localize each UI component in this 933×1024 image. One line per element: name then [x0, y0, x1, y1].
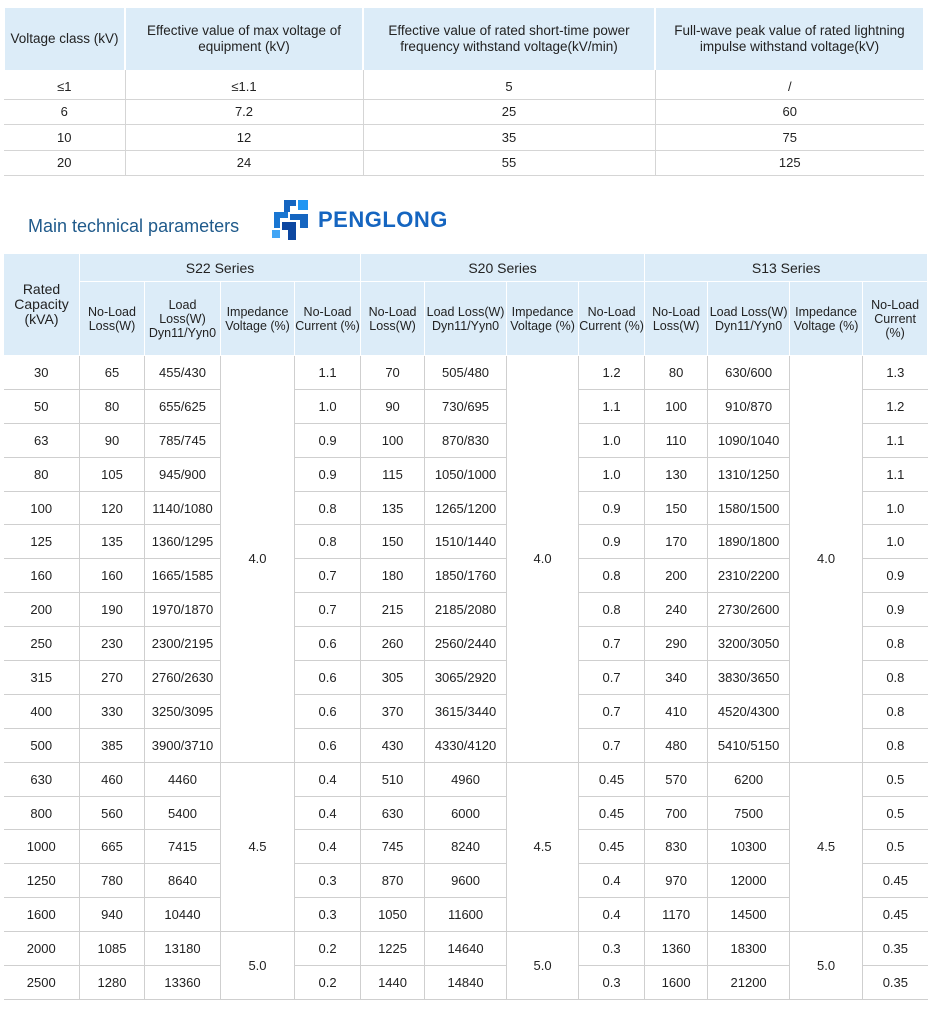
s20-no-load-loss-cell: 1440 [361, 966, 425, 1000]
technical-parameters-table [3, 253, 928, 1000]
s20-current-cell: 0.4 [579, 898, 645, 932]
s13-no-load-loss-cell: 340 [645, 661, 708, 695]
table-cell: ≤1 [4, 70, 125, 99]
s22-current-cell: 0.9 [295, 457, 361, 491]
s13-no-load-loss-cell: 150 [645, 491, 708, 525]
s20-load-loss-cell: 14840 [425, 966, 507, 1000]
s13-current-cell: 1.1 [863, 423, 928, 457]
capacity-cell: 160 [4, 559, 80, 593]
s22-no-load-loss-cell: 560 [80, 796, 145, 830]
s13-load-loss-cell: 10300 [708, 830, 790, 864]
s13-no-load-loss-cell: 830 [645, 830, 708, 864]
s22-no-load-loss-cell: 665 [80, 830, 145, 864]
s20-load-loss-cell: 730/695 [425, 389, 507, 423]
s13-current-cell: 0.5 [863, 762, 928, 796]
s20-current-cell: 0.45 [579, 830, 645, 864]
s22-no-load-loss-cell: 940 [80, 898, 145, 932]
s13-current-cell: 0.45 [863, 864, 928, 898]
s13-impedance-cell: 5.0 [790, 932, 863, 1000]
capacity-cell: 1000 [4, 830, 80, 864]
s22-current-cell: 0.3 [295, 864, 361, 898]
s20-current-cell: 0.7 [579, 694, 645, 728]
s20-load-loss-cell: 6000 [425, 796, 507, 830]
s22-no-load-loss-cell: 780 [80, 864, 145, 898]
s20-load-loss-cell: 8240 [425, 830, 507, 864]
s20-current-cell: 1.0 [579, 457, 645, 491]
capacity-cell: 2500 [4, 966, 80, 1000]
section-title: Main technical parameters [28, 216, 240, 236]
s20-impedance-cell: 5.0 [507, 932, 579, 1000]
s13-no-load-loss-cell: 290 [645, 627, 708, 661]
s13-load-loss-header: Load Loss(W) Dyn11/Yyn0 [708, 282, 790, 356]
s20-no-load-loss-cell: 260 [361, 627, 425, 661]
voltage-table-body [4, 70, 924, 176]
logo-text: PENGLONG [318, 207, 448, 232]
s22-load-loss-header: Load Loss(W) Dyn11/Yyn0 [145, 282, 221, 356]
table-row [4, 966, 928, 1000]
s20-no-load-loss-cell: 1050 [361, 898, 425, 932]
s13-current-cell: 0.8 [863, 728, 928, 762]
s20-no-load-loss-cell: 150 [361, 525, 425, 559]
s22-current-cell: 0.7 [295, 593, 361, 627]
s13-load-loss-cell: 3830/3650 [708, 661, 790, 695]
s13-current-cell: 0.8 [863, 627, 928, 661]
s20-no-load-loss-cell: 370 [361, 694, 425, 728]
s20-no-load-loss-cell: 100 [361, 423, 425, 457]
s22-current-cell: 0.2 [295, 966, 361, 1000]
s13-no-load-loss-cell: 970 [645, 864, 708, 898]
s13-no-load-loss-cell: 80 [645, 356, 708, 390]
s13-current-cell: 0.8 [863, 694, 928, 728]
s22-no-load-loss-header: No-Load Loss(W) [80, 282, 145, 356]
capacity-cell: 1250 [4, 864, 80, 898]
table-row [4, 898, 928, 932]
s13-no-load-loss-cell: 700 [645, 796, 708, 830]
s20-impedance-cell: 4.5 [507, 762, 579, 931]
s22-load-loss-cell: 1970/1870 [145, 593, 221, 627]
s22-no-load-loss-cell: 1280 [80, 966, 145, 1000]
s20-load-loss-cell: 4330/4120 [425, 728, 507, 762]
s13-load-loss-cell: 5410/5150 [708, 728, 790, 762]
s22-impedance-cell: 4.0 [221, 356, 295, 763]
s13-current-cell: 1.0 [863, 525, 928, 559]
s22-no-load-loss-cell: 105 [80, 457, 145, 491]
s22-no-load-loss-cell: 160 [80, 559, 145, 593]
capacity-cell: 500 [4, 728, 80, 762]
s20-current-cell: 1.1 [579, 389, 645, 423]
series-header-s13: S13 Series [645, 254, 928, 282]
s22-load-loss-cell: 945/900 [145, 457, 221, 491]
s22-current-cell: 0.9 [295, 423, 361, 457]
s13-load-loss-cell: 21200 [708, 966, 790, 1000]
s13-impedance-cell: 4.0 [790, 356, 863, 763]
s22-load-loss-cell: 455/430 [145, 356, 221, 390]
s22-no-load-loss-cell: 330 [80, 694, 145, 728]
s22-load-loss-cell: 8640 [145, 864, 221, 898]
series-header-s20: S20 Series [361, 254, 645, 282]
s13-no-load-loss-cell: 1600 [645, 966, 708, 1000]
s13-current-cell: 1.2 [863, 389, 928, 423]
s22-no-load-loss-cell: 90 [80, 423, 145, 457]
s22-current-cell: 0.8 [295, 525, 361, 559]
s13-no-load-loss-header: No-Load Loss(W) [645, 282, 708, 356]
s20-load-loss-cell: 1510/1440 [425, 525, 507, 559]
s13-no-load-loss-cell: 410 [645, 694, 708, 728]
s20-current-cell: 0.9 [579, 491, 645, 525]
s20-no-load-loss-cell: 180 [361, 559, 425, 593]
table-cell: 75 [655, 125, 924, 151]
s22-no-load-loss-cell: 385 [80, 728, 145, 762]
s20-load-loss-cell: 3065/2920 [425, 661, 507, 695]
s20-load-loss-cell: 2185/2080 [425, 593, 507, 627]
s20-current-cell: 0.3 [579, 932, 645, 966]
capacity-cell: 800 [4, 796, 80, 830]
s22-load-loss-cell: 2300/2195 [145, 627, 221, 661]
s20-current-cell: 1.0 [579, 423, 645, 457]
technical-parameters-body [4, 356, 928, 1000]
voltage-header-class: Voltage class (kV) [4, 8, 125, 70]
s22-impedance-cell: 5.0 [221, 932, 295, 1000]
s20-current-cell: 0.45 [579, 762, 645, 796]
s22-current-cell: 0.8 [295, 491, 361, 525]
s22-no-load-loss-cell: 135 [80, 525, 145, 559]
s13-load-loss-cell: 1090/1040 [708, 423, 790, 457]
table-row [4, 525, 928, 559]
capacity-cell: 125 [4, 525, 80, 559]
s13-load-loss-cell: 1890/1800 [708, 525, 790, 559]
voltage-table-header-row [4, 8, 924, 70]
capacity-cell: 250 [4, 627, 80, 661]
table-cell: / [655, 70, 924, 99]
s13-current-cell: 0.9 [863, 559, 928, 593]
s13-current-cell: 0.9 [863, 593, 928, 627]
table-row [4, 356, 928, 390]
s13-load-loss-cell: 14500 [708, 898, 790, 932]
s20-load-loss-cell: 505/480 [425, 356, 507, 390]
capacity-cell: 63 [4, 423, 80, 457]
table-cell: 20 [4, 150, 125, 176]
capacity-cell: 1600 [4, 898, 80, 932]
s13-load-loss-cell: 18300 [708, 932, 790, 966]
table-row [4, 661, 928, 695]
table-cell: 60 [655, 99, 924, 125]
s20-current-cell: 0.8 [579, 559, 645, 593]
s22-load-loss-cell: 1360/1295 [145, 525, 221, 559]
s13-no-load-loss-cell: 110 [645, 423, 708, 457]
s13-current-cell: 0.45 [863, 898, 928, 932]
capacity-cell: 315 [4, 661, 80, 695]
s13-no-load-loss-cell: 200 [645, 559, 708, 593]
s22-load-loss-cell: 10440 [145, 898, 221, 932]
s13-load-loss-cell: 2310/2200 [708, 559, 790, 593]
table-row [4, 423, 928, 457]
s13-current-cell: 0.8 [863, 661, 928, 695]
s20-impedance-header: Impedance Voltage (%) [507, 282, 579, 356]
s20-no-load-loss-cell: 215 [361, 593, 425, 627]
penglong-logo-icon [270, 198, 310, 242]
s13-current-header: No-Load Current (%) [863, 282, 928, 356]
s13-load-loss-cell: 1310/1250 [708, 457, 790, 491]
s22-current-cell: 0.7 [295, 559, 361, 593]
s20-load-loss-cell: 1850/1760 [425, 559, 507, 593]
s20-no-load-loss-cell: 510 [361, 762, 425, 796]
series-header-s22: S22 Series [80, 254, 361, 282]
s13-no-load-loss-cell: 100 [645, 389, 708, 423]
capacity-cell: 200 [4, 593, 80, 627]
s20-load-loss-cell: 3615/3440 [425, 694, 507, 728]
s22-current-cell: 0.6 [295, 627, 361, 661]
table-row [4, 150, 924, 176]
table-row [4, 762, 928, 796]
capacity-cell: 2000 [4, 932, 80, 966]
s20-load-loss-cell: 870/830 [425, 423, 507, 457]
s13-load-loss-cell: 2730/2600 [708, 593, 790, 627]
s20-current-cell: 0.9 [579, 525, 645, 559]
voltage-header-max: Effective value of max voltage of equipment (kV) [125, 8, 363, 70]
s22-impedance-header: Impedance Voltage (%) [221, 282, 295, 356]
s13-impedance-header: Impedance Voltage (%) [790, 282, 863, 356]
s20-no-load-loss-cell: 135 [361, 491, 425, 525]
s20-no-load-loss-header: No-Load Loss(W) [361, 282, 425, 356]
table-row [4, 593, 928, 627]
s22-no-load-loss-cell: 460 [80, 762, 145, 796]
table-cell: 125 [655, 150, 924, 176]
table-row [4, 932, 928, 966]
s13-load-loss-cell: 4520/4300 [708, 694, 790, 728]
s20-no-load-loss-cell: 870 [361, 864, 425, 898]
table-row [4, 457, 928, 491]
s13-no-load-loss-cell: 1170 [645, 898, 708, 932]
s13-current-cell: 0.5 [863, 830, 928, 864]
s22-current-cell: 0.4 [295, 762, 361, 796]
s20-no-load-loss-cell: 745 [361, 830, 425, 864]
s22-load-loss-cell: 3250/3095 [145, 694, 221, 728]
s13-load-loss-cell: 910/870 [708, 389, 790, 423]
table-row [4, 99, 924, 125]
s13-no-load-loss-cell: 570 [645, 762, 708, 796]
table-row [4, 627, 928, 661]
penglong-logo [270, 198, 448, 242]
table-row [4, 728, 928, 762]
table-cell: 35 [363, 125, 655, 151]
s20-no-load-loss-cell: 70 [361, 356, 425, 390]
s22-current-cell: 0.2 [295, 932, 361, 966]
s22-no-load-loss-cell: 270 [80, 661, 145, 695]
s20-load-loss-cell: 14640 [425, 932, 507, 966]
s20-current-cell: 0.45 [579, 796, 645, 830]
s13-current-cell: 0.35 [863, 966, 928, 1000]
s22-load-loss-cell: 13180 [145, 932, 221, 966]
table-cell: 24 [125, 150, 363, 176]
s13-load-loss-cell: 3200/3050 [708, 627, 790, 661]
s22-no-load-loss-cell: 230 [80, 627, 145, 661]
s20-no-load-loss-cell: 1225 [361, 932, 425, 966]
voltage-header-lightning: Full-wave peak value of rated lightning impulse withstand voltage(kV) [655, 8, 924, 70]
s22-current-cell: 1.1 [295, 356, 361, 390]
s20-no-load-loss-cell: 90 [361, 389, 425, 423]
s22-no-load-loss-cell: 190 [80, 593, 145, 627]
s20-load-loss-cell: 1265/1200 [425, 491, 507, 525]
s20-no-load-loss-cell: 305 [361, 661, 425, 695]
table-cell: 7.2 [125, 99, 363, 125]
rated-capacity-header: Rated Capacity (kVA) [4, 254, 80, 356]
s20-load-loss-cell: 4960 [425, 762, 507, 796]
s20-load-loss-cell: 2560/2440 [425, 627, 507, 661]
s20-current-header: No-Load Current (%) [579, 282, 645, 356]
s22-current-cell: 0.4 [295, 830, 361, 864]
s13-impedance-cell: 4.5 [790, 762, 863, 931]
s22-no-load-loss-cell: 65 [80, 356, 145, 390]
table-row [4, 864, 928, 898]
s20-impedance-cell: 4.0 [507, 356, 579, 763]
sub-header-row [4, 282, 928, 356]
s22-no-load-loss-cell: 120 [80, 491, 145, 525]
series-header-row [4, 254, 928, 282]
s20-current-cell: 0.4 [579, 864, 645, 898]
s22-load-loss-cell: 655/625 [145, 389, 221, 423]
s13-load-loss-cell: 7500 [708, 796, 790, 830]
table-cell: 55 [363, 150, 655, 176]
s22-current-cell: 0.6 [295, 661, 361, 695]
s13-current-cell: 0.35 [863, 932, 928, 966]
table-row [4, 70, 924, 99]
s20-no-load-loss-cell: 630 [361, 796, 425, 830]
s13-no-load-loss-cell: 130 [645, 457, 708, 491]
s20-current-cell: 1.2 [579, 356, 645, 390]
table-row [4, 694, 928, 728]
s22-current-cell: 1.0 [295, 389, 361, 423]
table-row [4, 125, 924, 151]
s22-current-cell: 0.3 [295, 898, 361, 932]
s22-load-loss-cell: 3900/3710 [145, 728, 221, 762]
s20-load-loss-cell: 1050/1000 [425, 457, 507, 491]
table-row [4, 491, 928, 525]
s20-load-loss-header: Load Loss(W) Dyn11/Yyn0 [425, 282, 507, 356]
s13-no-load-loss-cell: 240 [645, 593, 708, 627]
capacity-cell: 30 [4, 356, 80, 390]
s13-current-cell: 1.3 [863, 356, 928, 390]
table-row [4, 389, 928, 423]
capacity-cell: 630 [4, 762, 80, 796]
s13-load-loss-cell: 6200 [708, 762, 790, 796]
voltage-header-power-freq: Effective value of rated short-time power frequency withstand voltage(kV/min) [363, 8, 655, 70]
s20-current-cell: 0.7 [579, 661, 645, 695]
capacity-cell: 80 [4, 457, 80, 491]
s20-current-cell: 0.3 [579, 966, 645, 1000]
s22-load-loss-cell: 13360 [145, 966, 221, 1000]
table-cell: 5 [363, 70, 655, 99]
s22-load-loss-cell: 785/745 [145, 423, 221, 457]
s13-no-load-loss-cell: 170 [645, 525, 708, 559]
s22-current-cell: 0.4 [295, 796, 361, 830]
s13-no-load-loss-cell: 480 [645, 728, 708, 762]
s22-load-loss-cell: 5400 [145, 796, 221, 830]
s13-current-cell: 1.0 [863, 491, 928, 525]
capacity-cell: 50 [4, 389, 80, 423]
s22-load-loss-cell: 4460 [145, 762, 221, 796]
capacity-cell: 400 [4, 694, 80, 728]
table-row [4, 830, 928, 864]
s13-load-loss-cell: 630/600 [708, 356, 790, 390]
s13-no-load-loss-cell: 1360 [645, 932, 708, 966]
s13-current-cell: 1.1 [863, 457, 928, 491]
s20-load-loss-cell: 9600 [425, 864, 507, 898]
s22-load-loss-cell: 1140/1080 [145, 491, 221, 525]
table-row [4, 796, 928, 830]
s13-load-loss-cell: 12000 [708, 864, 790, 898]
s20-current-cell: 0.7 [579, 627, 645, 661]
s20-current-cell: 0.7 [579, 728, 645, 762]
table-row [4, 559, 928, 593]
capacity-cell: 100 [4, 491, 80, 525]
s20-no-load-loss-cell: 115 [361, 457, 425, 491]
s22-load-loss-cell: 1665/1585 [145, 559, 221, 593]
voltage-class-table [3, 8, 925, 176]
table-cell: 6 [4, 99, 125, 125]
s20-current-cell: 0.8 [579, 593, 645, 627]
s22-load-loss-cell: 2760/2630 [145, 661, 221, 695]
s13-current-cell: 0.5 [863, 796, 928, 830]
s22-impedance-cell: 4.5 [221, 762, 295, 931]
s20-no-load-loss-cell: 430 [361, 728, 425, 762]
table-cell: 25 [363, 99, 655, 125]
s22-no-load-loss-cell: 1085 [80, 932, 145, 966]
s22-current-header: No-Load Current (%) [295, 282, 361, 356]
table-cell: 10 [4, 125, 125, 151]
s22-current-cell: 0.6 [295, 728, 361, 762]
s22-load-loss-cell: 7415 [145, 830, 221, 864]
s22-current-cell: 0.6 [295, 694, 361, 728]
table-cell: 12 [125, 125, 363, 151]
table-cell: ≤1.1 [125, 70, 363, 99]
s20-load-loss-cell: 11600 [425, 898, 507, 932]
s13-load-loss-cell: 1580/1500 [708, 491, 790, 525]
s22-no-load-loss-cell: 80 [80, 389, 145, 423]
